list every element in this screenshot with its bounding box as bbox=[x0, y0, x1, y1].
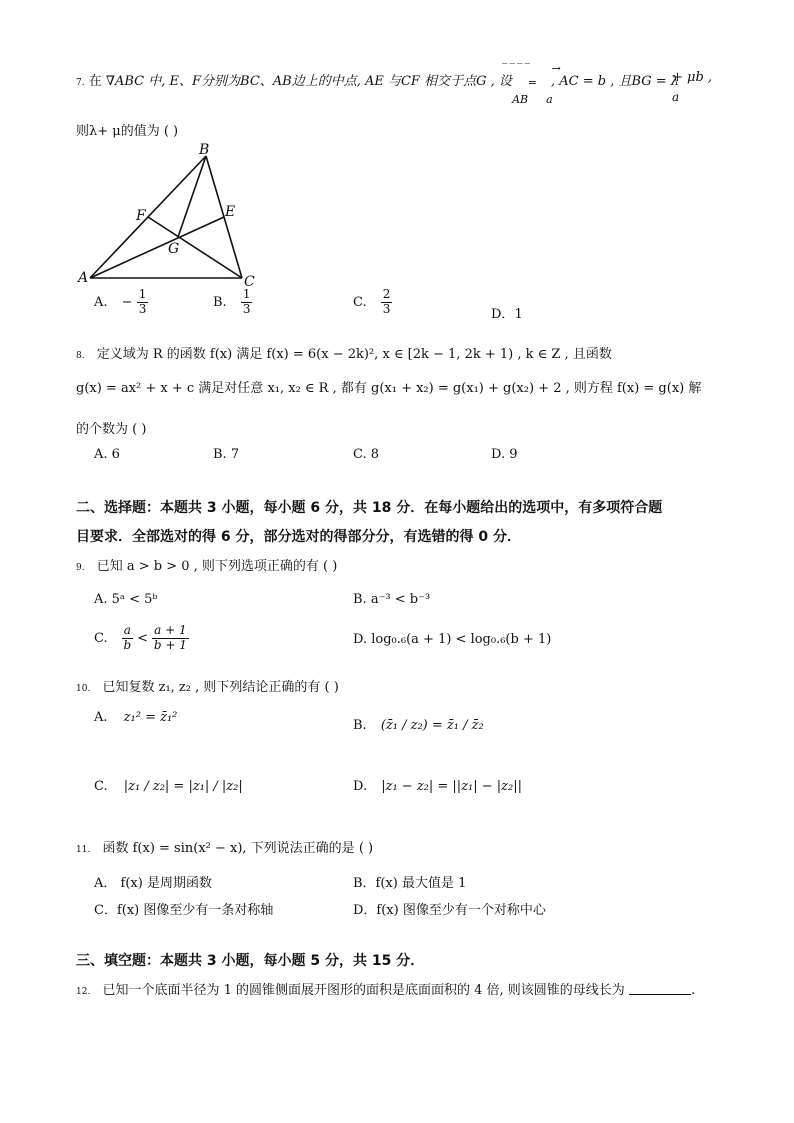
q8-option-b: B. 7 bbox=[213, 447, 240, 462]
q7-line1 bbox=[76, 70, 512, 89]
q7-triangle-figure bbox=[72, 140, 272, 290]
q11-number: 11. bbox=[76, 845, 91, 855]
label-g: G bbox=[168, 241, 180, 257]
q8-text-1: 定义域为 R 的函数 f(x) 满足 f(x) = 6(x − 2k)², x ∈ [2k − 1, 2k + 1) , k ∈ Z , 且函数 bbox=[96, 347, 612, 362]
q9-option-c: C. $\frac{a}{b}$ < $\frac{a + 1}{b + 1}$ bbox=[94, 623, 187, 652]
q8-line3: 的个数为 ( ) bbox=[76, 422, 147, 437]
q7-option-c: C. $\frac{2}{3}$ bbox=[353, 287, 391, 316]
q10-option-d: D. |z₁ − z₂| = ||z₁| − |z₂|| bbox=[353, 779, 522, 794]
q7-stem-b: 中, E、F分别为BC、AB边上的中点, AE 与CF 相交于点G , 设 bbox=[148, 74, 512, 89]
q10-number: 10. bbox=[76, 684, 91, 694]
q11-option-a: A． f(x) 是周期函数 bbox=[94, 876, 212, 891]
q7-vector-ab: ‾‾‾‾ → = AB a bbox=[502, 62, 563, 106]
q8-option-a: A. 6 bbox=[94, 447, 120, 462]
label-c: C bbox=[244, 274, 255, 290]
q9-option-d: D. log₀.₆(a + 1) < log₀.₆(b + 1) bbox=[353, 632, 552, 647]
q10-option-a: A. z₁² = z̄₁² bbox=[94, 710, 178, 725]
q8-line1 bbox=[76, 343, 612, 362]
q8-option-c: C. 8 bbox=[353, 447, 380, 462]
q7-option-d: D．1 bbox=[491, 307, 523, 322]
q10-option-b: B. (z̄₁ / z₂) = z̄₁ / z̄₂ bbox=[353, 718, 484, 733]
label-e: E bbox=[225, 204, 236, 220]
q11-option-b: B．f(x) 最大值是 1 bbox=[353, 876, 467, 891]
q12-stem: 12. 已知一个底面半径为 1 的圆锥侧面展开图形的面积是底面面积的 4 倍, 则该圆锥的母线长为 . bbox=[76, 983, 696, 998]
section2-heading-line1: 二、选择题：本题共 3 小题，每小题 6 分，共 18 分．在每小题给出的选项中，有多项符合题 bbox=[76, 500, 663, 516]
q9-stem: 9. 已知 a > b > 0 , 则下列选项正确的有 ( ) bbox=[76, 559, 338, 574]
q8-line2: g(x) = ax² + x + c 满足对任意 x₁, x₂ ∈ R , 都有 g(x₁ + x₂) = g(x₁) + g(x₂) + 2 , 则方程 f(x) = g(x) 解 bbox=[76, 381, 702, 396]
q7-option-b: B. $\frac{1}{3}$ bbox=[213, 287, 251, 316]
q7-stem-a: 在 bbox=[88, 74, 102, 89]
label-a: A bbox=[78, 270, 89, 286]
q10-stem: 10. 已知复数 z₁, z₂ , 则下列结论正确的有 ( ) bbox=[76, 680, 339, 695]
q7-stem-c: , AC = b , 且BG = λ bbox=[551, 74, 680, 89]
section2-heading-line2: 目要求．全部选对的得 6 分，部分选对的得部分分，有选错的得 0 分． bbox=[76, 529, 521, 545]
q11-option-d: D．f(x) 图像至少有一个对称中心 bbox=[353, 903, 546, 918]
q7-stem-d: + μb , bbox=[672, 70, 713, 85]
q10-option-c: C. |z₁ / z₂| = |z₁| / |z₂| bbox=[94, 779, 243, 794]
q7-vec-a2: a bbox=[672, 90, 680, 104]
q12-number: 12. bbox=[76, 987, 91, 997]
q7-triangle: ∇ABC bbox=[105, 74, 145, 89]
q9-option-a: A. 5ᵃ < 5ᵇ bbox=[94, 592, 158, 607]
label-f: F bbox=[136, 208, 146, 224]
q12-answer-blank[interactable] bbox=[629, 982, 691, 995]
q8-option-d: D. 9 bbox=[491, 447, 518, 462]
q11-option-c: C．f(x) 图像至少有一条对称轴 bbox=[94, 903, 274, 918]
q9-number: 9. bbox=[76, 563, 85, 573]
q7-line2: 则λ+ μ的值为 ( ) bbox=[76, 124, 179, 139]
label-b: B bbox=[199, 142, 210, 158]
q7-option-a: A. − $\frac{1}{3}$ bbox=[94, 287, 147, 316]
q9-option-b: B. a⁻³ < b⁻³ bbox=[353, 592, 431, 607]
section3-heading: 三、填空题：本题共 3 小题，每小题 5 分，共 15 分． bbox=[76, 953, 425, 969]
q8-number: 8. bbox=[76, 351, 85, 361]
q7-number: 7. bbox=[76, 78, 85, 88]
median-cf bbox=[148, 217, 242, 278]
segment-bg bbox=[178, 156, 206, 237]
median-ae bbox=[90, 217, 224, 278]
q11-stem: 11. 函数 f(x) = sin(x² − x), 下列说法正确的是 ( ) bbox=[76, 841, 374, 856]
